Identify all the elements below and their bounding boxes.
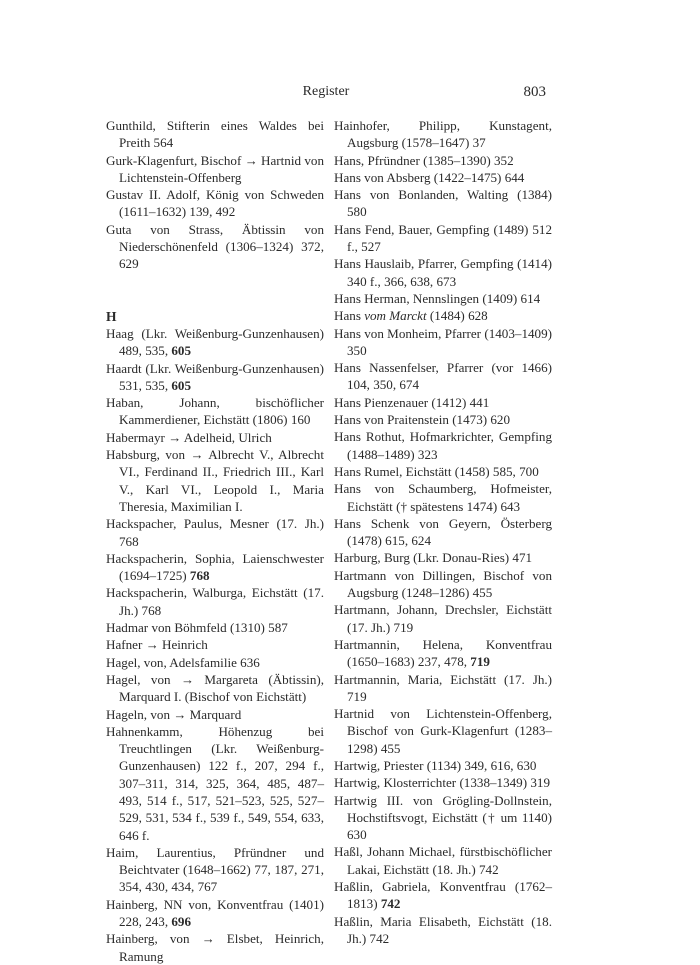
index-entry: Hans Nassenfelser, Pfarrer (vor 1466) 104, 350, 674 [334,360,552,393]
index-entry: Hainhofer, Philipp, Kunstagent, Augsburg (1578–1647) 37 [334,118,552,151]
running-title: Register [302,84,350,99]
index-entry: Hans Herman, Nennslingen (1409) 614 [334,290,541,306]
index-entry: Hackspacher, Paulus, Mesner (17. Jh.) 768 [106,516,324,549]
index-entry: Hahnenkamm, Höhenzug bei Treuchtlingen (Lkr. Weißenburg-Gunzenhausen) 122 f., 207, 294 f., 307–311, 314, 325, 364, 485, 487–493, 514 f., 517, 521–523, 525, 527–529, 531, 534 f., 539 f., 549, 554, 633, 646 f. [106,723,324,843]
index-entry: Hans Hauslaib, Pfarrer, Gempfing (1414) 340 f., 366, 638, 673 [334,256,552,289]
index-entry: Hagel, von → Margareta (Äbtissin), Marquard I. (Bischof von Eichstätt) [106,671,324,705]
index-entry: Haban, Johann, bischöflicher Kammerdiener, Eichstätt (1806) 160 [106,395,324,428]
index-entry: Hartmann, Johann, Drechsler, Eichstätt (17. Jh.) 719 [334,602,552,635]
index-entry: Haardt (Lkr. Weißenburg-Gunzenhausen) 531, 535, 605 [106,360,324,393]
index-entry: Hageln, von → Marquard [106,706,242,722]
index-entry: Guta von Strass, Äbtissin von Niederschönenfeld (1306–1324) 372, 629 [106,221,324,272]
index-column-right [334,117,552,947]
index-entry: Gurk-Klagenfurt, Bischof → Hartnid von Lichtenstein-Offenberg [106,152,324,185]
index-entry: Hackspacherin, Walburga, Eichstätt (17. Jh.) 768 [106,585,324,618]
index-entry: Hans von Schaumberg, Hofmeister, Eichstätt († spätestens 1474) 643 [334,481,552,514]
index-entry: Hartmannin, Helena, Konventfrau (1650–1683) 237, 478, 719 [334,636,552,670]
index-entry: Habermayr → Adelheid, Ulrich [106,429,272,445]
index-entry: Hainberg, von → Elsbet, Heinrich, Ramung [106,931,324,964]
index-entry: Haßlin, Maria Elisabeth, Eichstätt (18. Jh.) 742 [334,913,552,946]
index-entry: Hans, Pfründner (1385–1390) 352 [334,152,514,168]
page-number: 803 [523,84,546,100]
index-entry: Hans von Bonlanden, Walting (1384) 580 [334,187,552,220]
entries-before-h [106,117,324,273]
index-entry: Haßl, Johann Michael, fürstbischöflicher Lakai, Eichstätt (18. Jh.) 742 [334,844,552,877]
index-entry: Hagel, von, Adelsfamilie 636 [106,654,260,670]
running-head [106,84,546,104]
index-entry: Gunthild, Stifterin eines Waldes bei Preith 564 [106,118,324,151]
index-entry: Hans von Monheim, Pfarrer (1403–1409) 350 [334,325,552,358]
section-letter-heading: H [106,308,117,324]
index-column-left [106,117,324,965]
index-entry: Harburg, Burg (Lkr. Donau-Ries) 471 [334,550,533,566]
index-entry: Hartwig III. von Grögling-Dollnstein, Hochstiftsvogt, Eichstätt († um 1140) 630 [334,792,552,843]
entries-h-right [334,117,552,947]
index-entry: Hackspacherin, Sophia, Laienschwester (1694–1725) 768 [106,550,324,584]
index-entry: Hans vom Marckt (1484) 628 [334,308,488,324]
index-entry: Hans Rumel, Eichstätt (1458) 585, 700 [334,463,539,479]
index-entry: Hartmannin, Maria, Eichstätt (17. Jh.) 719 [334,671,552,704]
index-entry: Hans Fend, Bauer, Gempfing (1489) 512 f., 527 [334,221,552,255]
index-entry: Hans von Absberg (1422–1475) 644 [334,169,525,185]
index-entry: Hartmann von Dillingen, Bischof von Augsburg (1248–1286) 455 [334,567,552,601]
index-entry: Hainberg, NN von, Konventfrau (1401) 228, 243, 696 [106,896,324,930]
index-entry: Habsburg, von → Albrecht V., Albrecht VI., Ferdinand II., Friedrich III., Karl V., Karl VI., Leopold I., Maria Theresia, Maximilian I. [106,447,324,514]
index-entry: Hartnid von Lichtenstein-Offenberg, Bischof von Gurk-Klagenfurt (1283–1298) 455 [334,706,552,756]
index-entry: Gustav II. Adolf, König von Schweden (1611–1632) 139, 492 [106,187,324,220]
index-entry: Hadmar von Böhmfeld (1310) 587 [106,620,288,636]
index-entry: Haßlin, Gabriela, Konventfrau (1762–1813) 742 [334,879,552,912]
index-entry: Hartwig, Klosterrichter (1338–1349) 319 [334,775,550,791]
index-entry: Haag (Lkr. Weißenburg-Gunzenhausen) 489, 535, 605 [106,325,324,359]
index-entry: Hans von Praitenstein (1473) 620 [334,412,511,428]
index-entry: Hans Pienzenauer (1412) 441 [334,394,490,410]
index-entry: Hans Rothut, Hofmarkrichter, Gempfing (1488–1489) 323 [334,429,552,462]
entries-h-left [106,325,324,965]
index-entry: Haim, Laurentius, Pfründner und Beichtvater (1648–1662) 77, 187, 271, 354, 430, 434, 767 [106,844,324,895]
index-entry: Hafner → Heinrich [106,637,208,653]
index-entry: Hartwig, Priester (1134) 349, 616, 630 [334,757,537,773]
index-entry: Hans Schenk von Geyern, Österberg (1478) 615, 624 [334,515,552,549]
